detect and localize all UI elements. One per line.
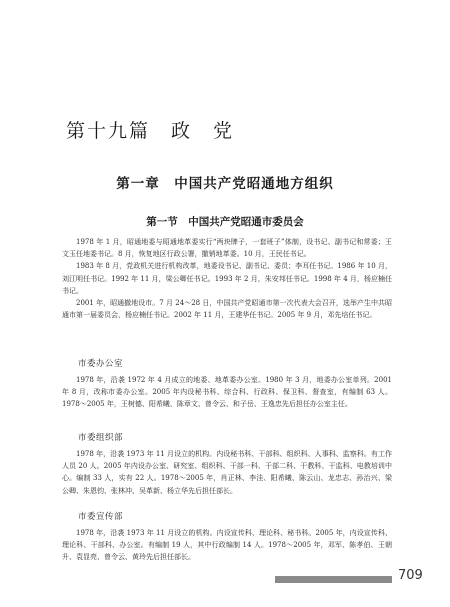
paragraph: 1983 年 8 月，党政机关进行机构改革，地委设书记、副书记、委员；李耳任书记。1986 年 10 月，刘江明任书记。1992 年 11 月，梁公卿任书记。1993 年 2 月，朱安邦任书记。1998 年 4 月，杨应楠任书记。 [62, 262, 392, 295]
part-title: 第十九篇 政 党 [66, 120, 235, 142]
paragraph: 1978 年，沿袭 1973 年 11 月设立的机构。内设宣传科、理论科、秘书科。2005 年，内设宣传科、理论科、干部科、办公室。有编制 19 人，其中行政编制 14 人。1978～2005 年，邓军、陈孝伯、王朝升、袁显亮、曾令云、黄玲先后担任部长。 [62, 529, 392, 562]
intro-body [62, 236, 392, 321]
page-number: 709 [398, 568, 423, 583]
section-title: 第一节 中国共产党昭通市委员会 [146, 216, 304, 228]
paragraph: 1978 年，沿袭 1972 年 4 月成立的地委、地革委办公室。1980 年 3 月，地委办公室单列。2001 年 8 月，改称市委办公室。2005 年内设秘书科、综合科、行政科、保卫科、督查室，有编制 63 人。1978～2005 年，王树德、阳希曦、陈章文、曾令云、和子岳、王逸忠先后担任办公室主任。 [62, 376, 392, 409]
paragraph: 1978 年 1 月，昭通地委与昭通地革委实行“两块牌子，一套班子”体制，设书记、副书记和常委；王文玉任地委书记。8 月，恢复地区行政公署，撤销地革委。10 月，王民任书记。 [62, 238, 392, 259]
paragraph: 1978 年，沿袭 1973 年 11 月设立的机构。内设秘书科、干部科、组织科、人事科、监察科。有工作人员 20 人。2005 年内设办公室、研究室、组织科、干部一科、干部二科、干教科、干监科、电教培训中心。编制 33 人，实有 22 人。1978～2005 年，肖正林、李洼、阳希曦、陈云山、龙忠志、孙治兴、梁公卿、朱恩钧、张林冲、吴革新、杨立华先后担任部长。 [62, 450, 392, 495]
chapter-title: 第一章 中国共产党昭通地方组织 [116, 176, 334, 192]
subsection-heading: 市委宣传部 [78, 512, 124, 522]
subsection-body [62, 527, 392, 564]
subsection-body [62, 374, 392, 411]
paragraph: 2001 年，昭通撤地设市。7 月 24～28 日，中国共产党昭通市第一次代表大会召开，选举产生中共昭通市第一届委员会，杨应楠任书记。2002 年 11 月，王建华任书记。2005 年 9 月，邓先培任书记。 [62, 299, 392, 320]
subsection-heading: 市委办公室 [78, 359, 124, 369]
subsection-heading: 市委组织部 [78, 433, 124, 443]
footer-bar [275, 576, 392, 583]
subsection-body [62, 448, 392, 497]
